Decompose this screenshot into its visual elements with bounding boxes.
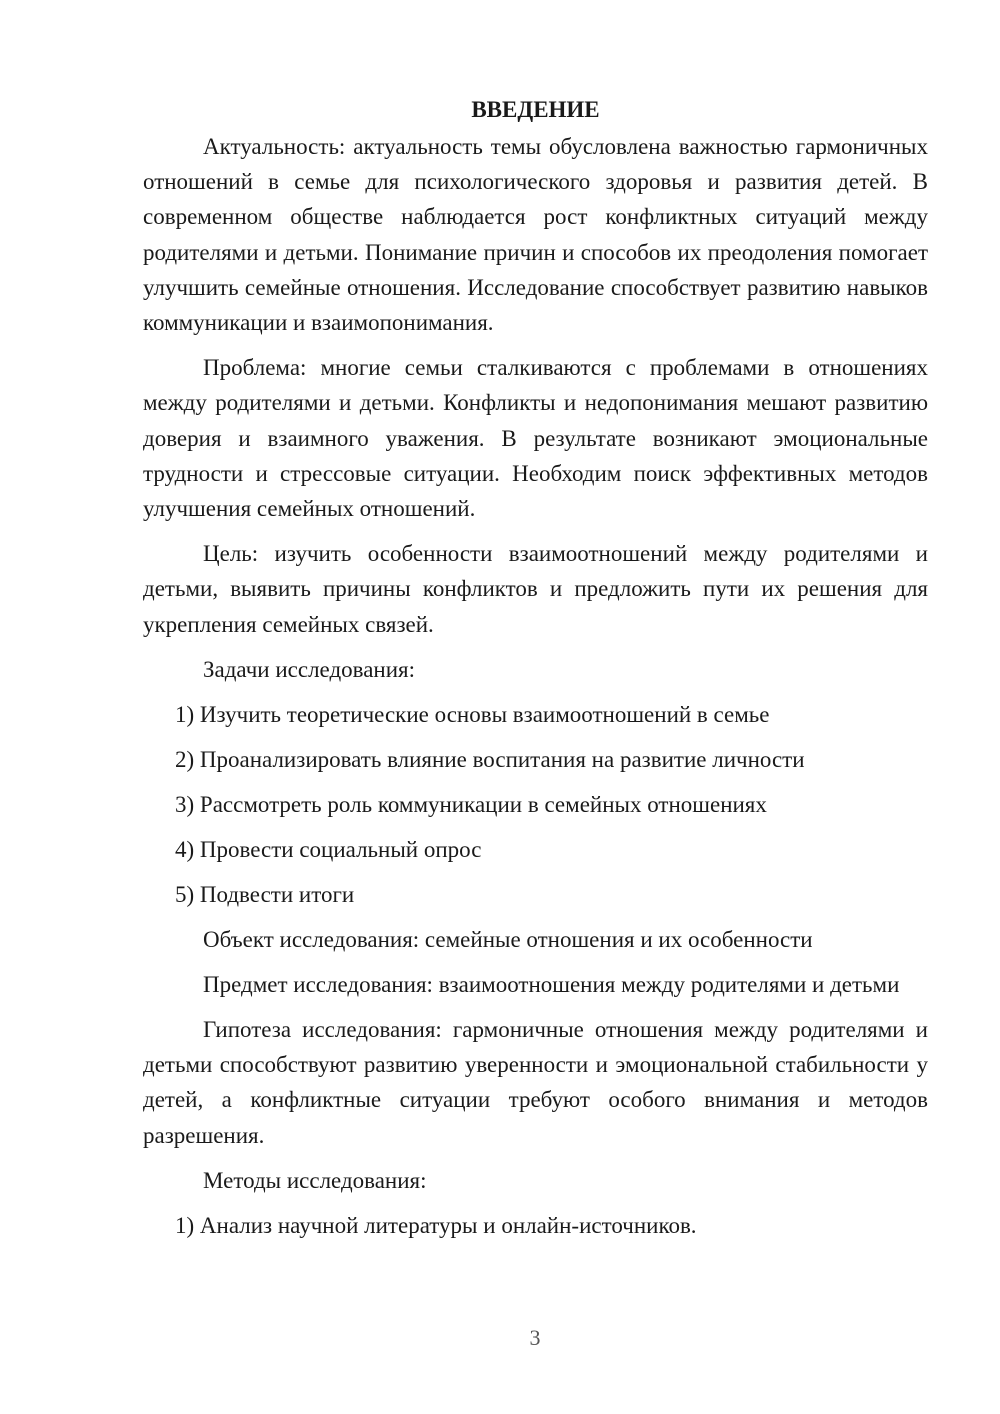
- tasks-label: Задачи исследования:: [203, 656, 416, 682]
- paragraph-subject: Предмет исследования: взаимоотношения между родителями и детьми: [203, 971, 900, 997]
- page-title: ВВЕДЕНИЕ: [471, 97, 600, 122]
- task-item: 3) Рассмотреть роль коммуникации в семейных отношениях: [175, 791, 767, 817]
- paragraph-hypothesis: Гипотеза исследования: гармоничные отношения между родителями и детьми способствуют развитию уверенности и эмоциональной стабильности у детей, а конфликтные ситуации требуют особого внимания и методов разрешения.: [143, 1017, 928, 1148]
- document-page: [143, 92, 928, 1253]
- task-item: 2) Проанализировать влияние воспитания на развитие личности: [175, 746, 805, 772]
- paragraph-relevance: Актуальность: актуальность темы обусловлена важностью гармоничных отношений в семье для психологического здоровья и развития детей. В современном обществе наблюдается рост конфликтных ситуаций между родителями и детьми. Понимание причин и способов их преодоления помогает улучшить семейные отношения. Исследование способствует развитию навыков коммуникации и взаимопонимания.: [143, 134, 928, 336]
- tasks-list: [143, 697, 928, 912]
- task-item: 4) Провести социальный опрос: [175, 836, 482, 862]
- paragraph-goal: Цель: изучить особенности взаимоотношений между родителями и детьми, выявить причины конфликтов и предложить пути их решения для укрепления семейных связей.: [143, 541, 928, 637]
- methods-list: [143, 1208, 928, 1243]
- page-number: 3: [529, 1325, 541, 1350]
- methods-label: Методы исследования:: [203, 1167, 427, 1193]
- paragraph-object: Объект исследования: семейные отношения и их особенности: [203, 926, 813, 952]
- paragraph-problem: Проблема: многие семьи сталкиваются с проблемами в отношениях между родителями и детьми. Конфликты и недопонимания мешают развитию доверия и взаимного уважения. В результате возникают эмоциональные трудности и стрессовые ситуации. Необходим поиск эффективных методов улучшения семейных отношений.: [143, 355, 928, 522]
- task-item: 1) Изучить теоретические основы взаимоотношений в семье: [175, 701, 770, 727]
- task-item: 5) Подвести итоги: [175, 881, 355, 907]
- method-item: 1) Анализ научной литературы и онлайн-источников.: [175, 1212, 697, 1238]
